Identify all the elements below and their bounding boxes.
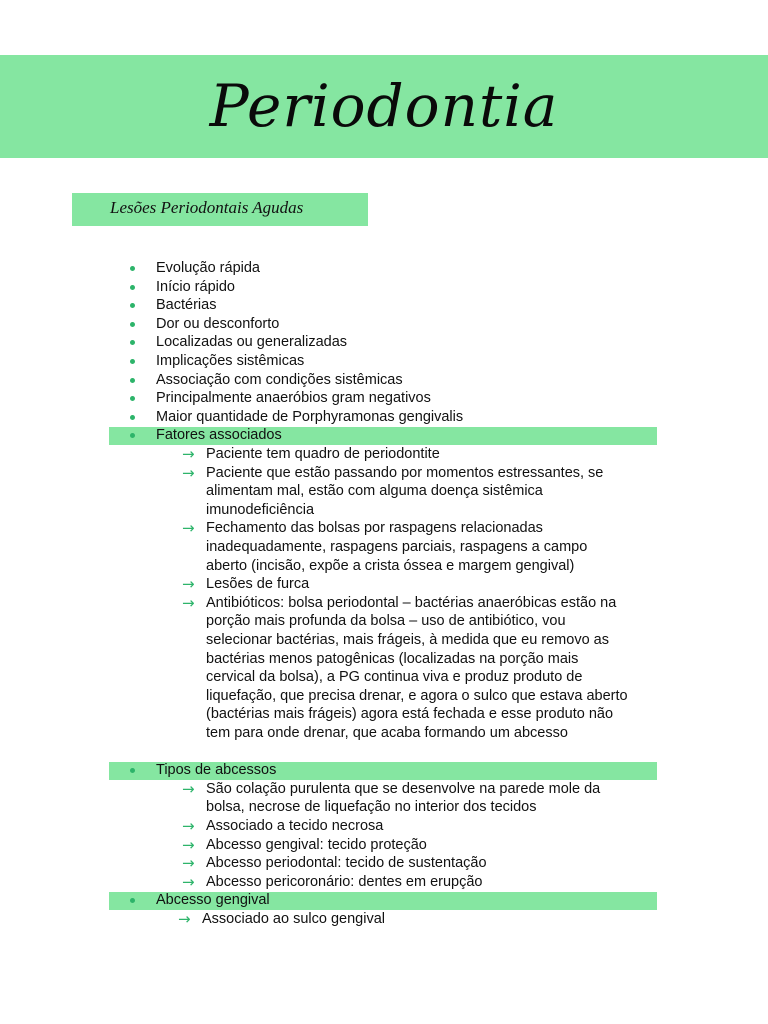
page-title: Periodontia <box>209 72 559 140</box>
green-dot-icon <box>130 415 135 420</box>
green-dot-icon <box>130 340 135 345</box>
sub-list-item-text: cervical da bolsa), a PG continua viva e produz produto de <box>206 669 583 686</box>
green-dot-icon <box>130 303 135 308</box>
sub-list-item-text: (bactérias mais frágeis) agora está fechada e esse produto não <box>206 706 614 723</box>
list-item-text: Abcesso gengival <box>156 892 270 909</box>
arrow-right-icon: → <box>182 575 195 594</box>
sub-list-item-text: Associado ao sulco gengival <box>202 911 385 927</box>
green-dot-icon <box>130 322 135 327</box>
sub-list-item-text: Paciente que estão passando por momentos estressantes, se <box>206 464 604 481</box>
arrow-right-icon: → <box>182 835 195 854</box>
sub-list-item-text: imunodeficiência <box>206 501 315 518</box>
green-dot-icon <box>130 396 135 401</box>
arrow-right-icon: → <box>182 779 195 798</box>
arrow-right-icon: → <box>182 817 195 835</box>
sub-list-item-text: Lesões de furca <box>206 576 310 593</box>
sub-list-item-text: bactérias menos patogênicas (localizadas na porção mais <box>206 650 579 667</box>
sub-list-item-text: tem para onde drenar, que acaba formando um abcesso <box>206 724 568 741</box>
sub-list-item-text: liquefação, que precisa drenar, e agora o sulco que estava aberto <box>206 687 628 704</box>
arrow-right-icon: → <box>182 519 195 538</box>
title-banner <box>0 55 768 158</box>
sub-list-item-text: selecionar bactérias, mais frágeis, à medida que eu removo as <box>206 631 609 648</box>
arrow-right-icon: → <box>182 593 195 612</box>
arrow-right-icon: → <box>182 872 195 891</box>
sub-list-item-text: Paciente tem quadro de periodontite <box>206 446 440 462</box>
list-item-text: Bactérias <box>156 297 217 314</box>
section-header <box>72 193 368 226</box>
list-item-text: Fatores associados <box>156 427 282 444</box>
arrow-right-icon: → <box>182 445 195 463</box>
sub-list-item-text: porção mais profunda da bolsa – uso de antibiótico, vou <box>206 613 566 630</box>
sub-list-item-text: São colação purulenta que se desenvolve na parede mole da <box>206 780 601 797</box>
sub-list-item-text: Antibióticos: bolsa periodontal – bactérias anaeróbicas estão na <box>206 594 617 611</box>
green-dot-icon <box>130 266 135 271</box>
sub-list-item-text: Associado a tecido necrosa <box>206 818 384 834</box>
arrow-right-icon: → <box>178 910 191 928</box>
sub-list-item-text: bolsa, necrose de liquefação no interior dos tecidos <box>206 799 537 816</box>
list-item-text: Implicações sistêmicas <box>156 353 305 369</box>
sub-list-item-text: alimentam mal, estão com alguma doença sistêmica <box>206 483 543 500</box>
sub-list-item-text: Abcesso periodontal: tecido de sustentação <box>206 855 487 872</box>
sub-list-item-text: Fechamento das bolsas por raspagens relacionadas <box>206 520 543 537</box>
sub-list-item-text: aberto (incisão, expõe a crista óssea e margem gengival) <box>206 557 575 574</box>
list-item-text: Principalmente anaeróbios gram negativos <box>156 390 431 407</box>
list-item-text: Início rápido <box>156 278 235 295</box>
sub-list-item-text: Abcesso gengival: tecido proteção <box>206 836 427 853</box>
list-item-text: Tipos de abcessos <box>156 762 277 779</box>
section-title: Lesões Periodontais Agudas <box>110 198 304 217</box>
sub-list-item-text: Abcesso pericoronário: dentes em erupção <box>206 873 483 890</box>
green-dot-icon <box>130 378 135 383</box>
list-item-text: Evolução rápida <box>156 260 260 276</box>
arrow-right-icon: → <box>182 854 195 873</box>
arrow-right-icon: → <box>182 463 195 482</box>
list-item-text: Dor ou desconforto <box>156 315 280 332</box>
green-dot-icon <box>130 359 135 364</box>
green-dot-icon <box>130 285 135 290</box>
list-item-text: Localizadas ou generalizadas <box>156 334 348 351</box>
sub-list-item-text: inadequadamente, raspagens parciais, raspagens a campo <box>206 538 588 555</box>
list-item-text: Associação com condições sistêmicas <box>156 371 403 388</box>
list-item-text: Maior quantidade de Porphyramonas gengivalis <box>156 408 464 425</box>
